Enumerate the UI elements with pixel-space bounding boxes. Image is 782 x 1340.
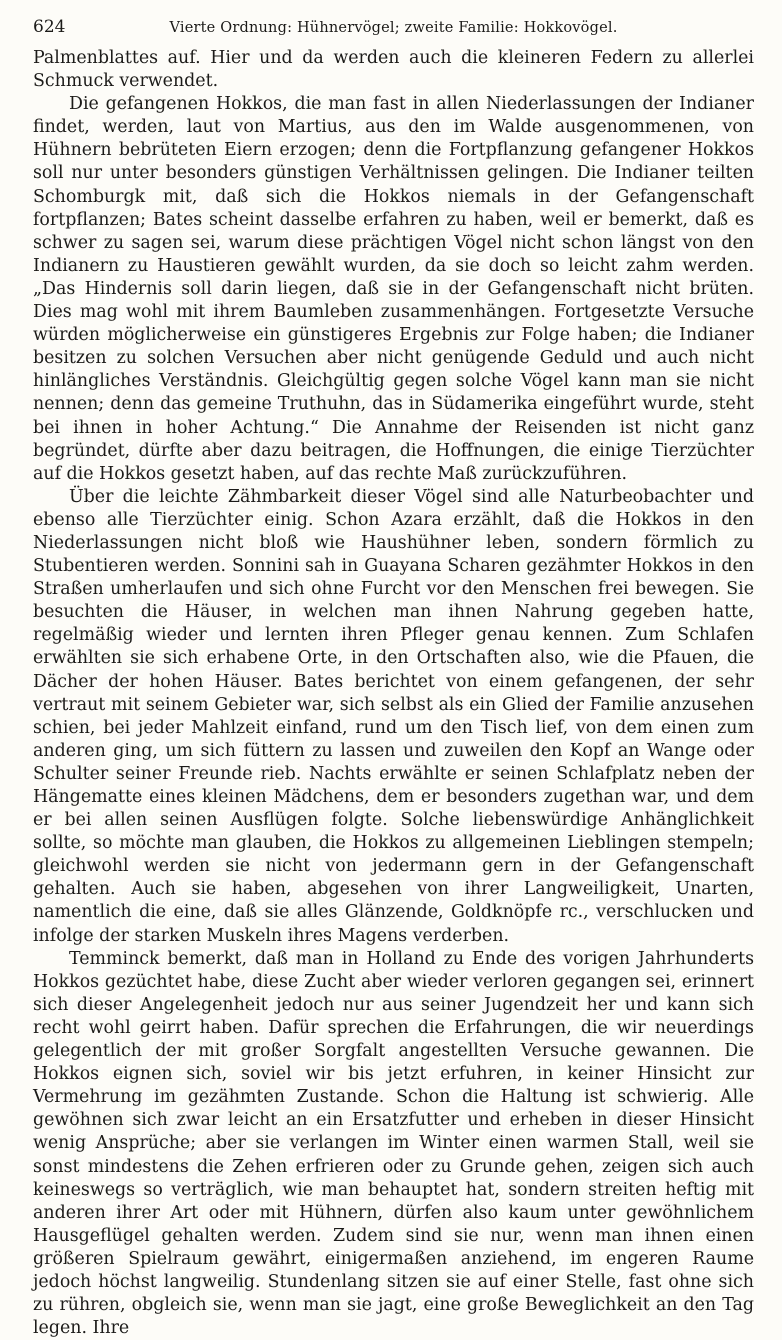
paragraph-continuation: Palmenblattes auf. Hier und da werden auch die kleineren Federn zu allerlei Schmuck verwendet. bbox=[33, 48, 754, 92]
paragraph-taming: Über die leichte Zähmbarkeit dieser Vögel sind alle Naturbeobachter und ebenso alle Tierzüchter einig. Schon Azara erzählt, daß die Hokkos in den Niederlassungen nicht bloß wie Haushühner leben, sondern förmlich zu Stubentieren werden. Sonnini sah in Guayana Scharen gezähmter Hokkos in den Straßen umherlaufen und sich ohne Furcht vor den Menschen frei bewegen. Sie besuchten die Häuser, in welchen man ihnen Nahrung gegeben hatte, regelmäßig wieder und lernten ihren Pfleger genau kennen. Zum Schlafen erwählten sie sich erhabene Orte, in den Ortschaften also, wie die Pfauen, die Dächer der hohen Häuser. Bates berichtet von einem gefangenen, der sehr vertraut mit seinem Gebieter war, sich selbst als ein Glied der Familie anzusehen schien, bei jeder Mahlzeit einfand, rund um den Tisch lief, von dem einen zum anderen ging, um sich füttern zu lassen und zuweilen den Kopf an Wange oder Schulter seiner Freunde rieb. Nachts erwählte er seinen Schlafplatz neben der Hängematte eines kleinen Mädchens, dem er besonders zugethan war, und dem er bei allen seinen Ausflügen folgte. Solche liebenswürdige Anhänglichkeit sollte, so möchte man glauben, die Hokkos zu allgemeinen Lieblingen stempeln; gleichwohl werden sie nicht von jedermann gern in der Gefangenschaft gehalten. Auch sie haben, abgesehen von ihrer Langweiligkeit, Unarten, namentlich die eine, daß sie alles Glänzende, Goldknöpfe rc., verschlucken und infolge der starken Muskeln ihres Magens verderben. bbox=[33, 486, 754, 946]
running-header bbox=[33, 17, 754, 47]
paragraph-breeding: Temminck bemerkt, daß man in Holland zu Ende des vorigen Jahrhunderts Hokkos gezüchtet habe, diese Zucht aber wieder verloren gegangen sei, erinnert sich dieser Angelegenheit jedoch nur aus seiner Jugendzeit her und kann sich recht wohl geirrt haben. Dafür sprechen die Erfahrungen, die wir neuerdings gelegentlich der mit großer Sorgfalt angestellten Versuche gewannen. Die Hokkos eignen sich, soviel wir bis jetzt erfuhren, in keiner Hinsicht zur Vermehrung im gezähmten Zustande. Schon die Haltung ist schwierig. Alle gewöhnen sich zwar leicht an ein Ersatzfutter und erheben in dieser Hinsicht wenig Ansprüche; aber sie verlangen im Winter einen warmen Stall, weil sie sonst mindestens die Zehen erfrieren oder zu Grunde gehen, zeigen sich auch keineswegs so verträglich, wie man behauptet hat, sondern streiten heftig mit anderen ihrer Art oder mit Hühnern, dürfen also kaum unter gewöhnlichem Hausgeflügel gehalten werden. Zudem sind sie nur, wenn man ihnen einen größeren Spielraum gewährt, einigermaßen anziehend, im engeren Raume jedoch höchst langweilig. Stundenlang sitzen sie auf einer Stelle, fast ohne sich zu rühren, obgleich sie, wenn man sie jagt, eine große Beweglichkeit an den Tag legen. Ihre bbox=[33, 948, 754, 1339]
paragraph-hokkos-captivity: Die gefangenen Hokkos, die man fast in allen Niederlassungen der Indianer findet, werden, laut von Martius, aus den im Walde ausgenommenen, von Hühnern bebrüteten Eiern erzogen; denn die Fortpflanzung gefangener Hokkos soll nur unter besonders günstigen Verhältnissen gelingen. Die Indianer teilten Schomburgk mit, daß sich die Hokkos niemals in der Gefangenschaft fortpflanzen; Bates scheint dasselbe erfahren zu haben, weil er bemerkt, daß es schwer zu sagen sei, warum diese prächtigen Vögel nicht schon längst von den Indianern zu Haustieren gewählt wurden, da sie doch so leicht zahm werden. „Das Hindernis soll darin liegen, daß sie in der Gefangenschaft nicht brüten. Dies mag wohl mit ihrem Baumleben zusammenhängen. Fortgesetzte Versuche würden möglicherweise ein günstigeres Ergebnis zur Folge haben; die Indianer besitzen zu solchen Versuchen aber nicht genügende Geduld und auch nicht hinlängliches Verständnis. Gleichgültig gegen solche Vögel kann man sie nicht nennen; denn das gemeine Truthuhn, das in Südamerika eingeführt wurde, steht bei ihnen in hoher Achtung.“ Die Annahme der Reisenden ist nicht ganz begründet, dürfte aber dazu beitragen, die Hoffnungen, die einige Tierzüchter auf die Hokkos gesetzt haben, auf das rechte Maß zurückzuführen. bbox=[33, 94, 754, 484]
page-number: 624 bbox=[33, 17, 66, 37]
running-title: Vierte Ordnung: Hühnervögel; zweite Familie: Hokkovögel. bbox=[169, 20, 618, 36]
body-text bbox=[33, 47, 754, 1340]
